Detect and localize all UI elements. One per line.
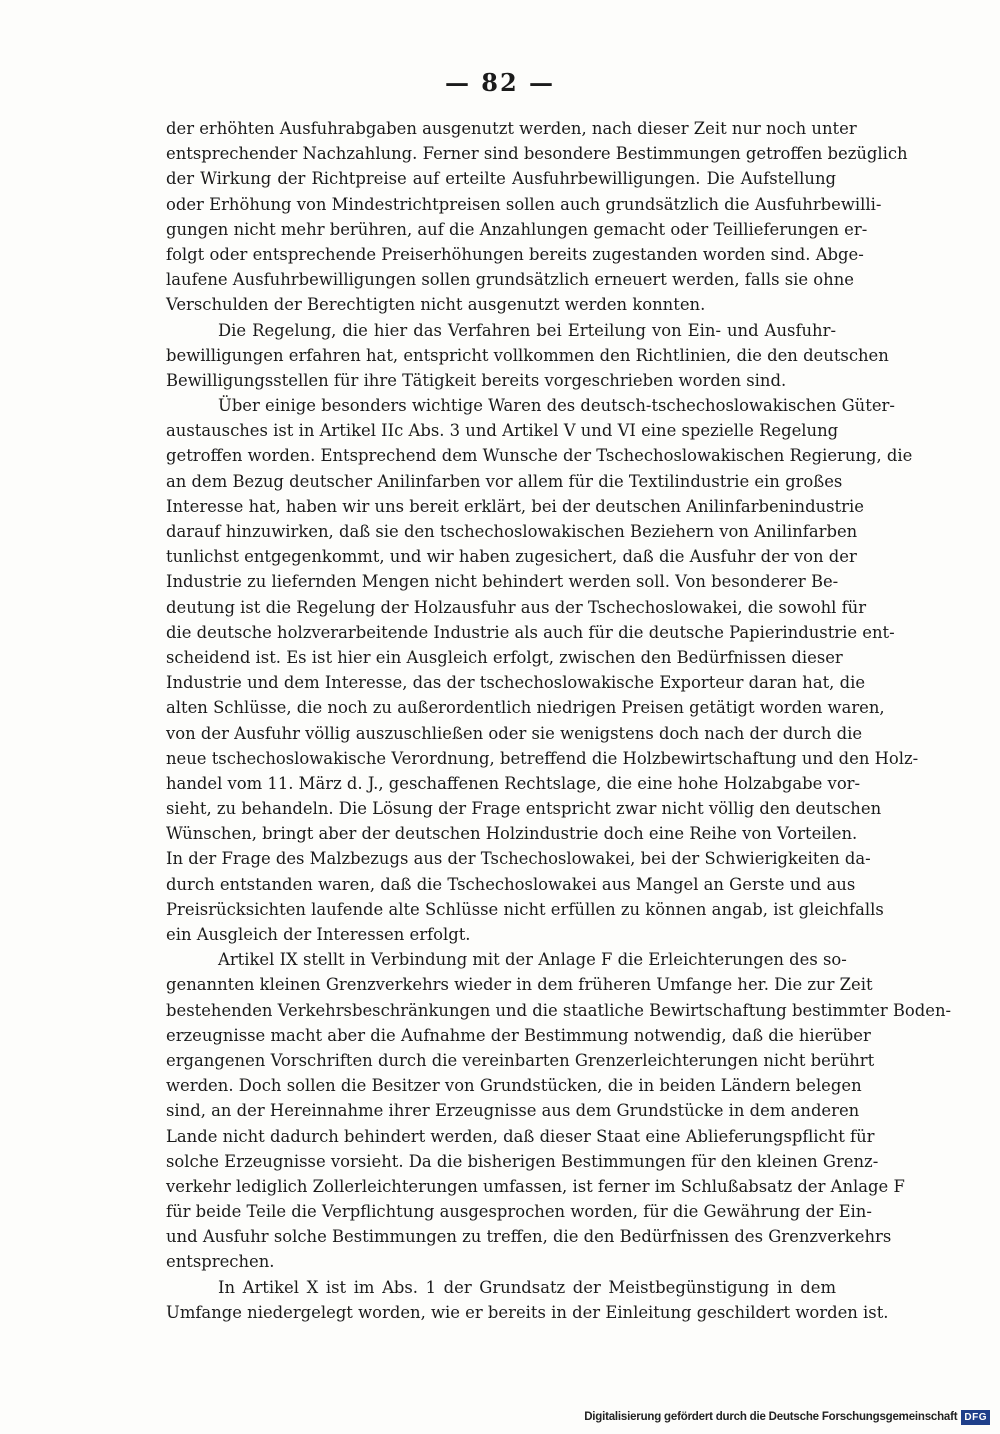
text-line: getroffen worden. Entsprechend dem Wunsche der Tschechoslowakischen Regierung, die	[166, 446, 913, 466]
text-line: Bewilligungsstellen für ihre Tätigkeit bereits vorgeschrieben worden sind.	[166, 370, 787, 390]
text-line: Verschulden der Berechtigten nicht ausgenutzt werden konnten.	[166, 295, 706, 315]
body-text	[166, 116, 952, 1325]
text-line: Über einige besonders wichtige Waren des deutsch-tschechoslowakischen Güter-	[218, 396, 895, 416]
text-line: neue tschechoslowakische Verordnung, betreffend die Holzbewirtschaftung und den Holz-	[166, 748, 919, 768]
text-line: In Artikel X ist im Abs. 1 der Grundsatz der Meistbegünstigung in dem	[218, 1277, 836, 1297]
digitization-credit	[584, 1406, 990, 1428]
text-line: In der Frage des Malzbezugs aus der Tschechoslowakei, bei der Schwierigkeiten da-	[166, 849, 871, 869]
text-line: darauf hinzuwirken, daß sie den tschechoslowakischen Beziehern von Anilinfarben	[166, 522, 858, 541]
text-line: erzeugnisse macht aber die Aufnahme der Bestimmung notwendig, daß die hierüber	[166, 1025, 871, 1045]
text-line: entsprechen.	[166, 1252, 275, 1272]
text-line: Lande nicht dadurch behindert werden, daß dieser Staat eine Ablieferungspflicht für	[166, 1126, 875, 1146]
text-line: werden. Doch sollen die Besitzer von Grundstücken, die in beiden Ländern belegen	[166, 1076, 862, 1096]
text-line: folgt oder entsprechende Preiserhöhungen bereits zugestanden worden sind. Abge-	[166, 244, 864, 264]
text-line: Artikel IX stellt in Verbindung mit der Anlage F die Erleichterungen des so-	[218, 950, 847, 970]
text-line: die deutsche holzverarbeitende Industrie als auch für die deutsche Papierindustrie ent-	[166, 622, 895, 642]
text-line: gungen nicht mehr berühren, auf die Anzahlungen gemacht oder Teillieferungen er-	[166, 219, 868, 239]
text-line: oder Erhöhung von Mindestrichtpreisen sollen auch grundsätzlich die Ausfuhrbewilli-	[166, 194, 882, 214]
text-line: bestehenden Verkehrsbeschränkungen und die staatliche Bewirtschaftung bestimmter Boden-	[166, 1000, 952, 1020]
funding-notice: Digitalisierung gefördert durch die Deutsche Forschungsgemeinschaft	[584, 1411, 958, 1423]
text-line: deutung ist die Regelung der Holzausfuhr aus der Tschechoslowakei, die sowohl für	[166, 597, 867, 617]
text-line: entsprechender Nachzahlung. Ferner sind besondere Bestimmungen getroffen bezüglich	[166, 144, 908, 164]
dfg-logo: DFG	[961, 1410, 990, 1425]
text-line: ergangenen Vorschriften durch die vereinbarten Grenzerleichterungen nicht berührt	[166, 1050, 875, 1070]
text-line: genannten kleinen Grenzverkehrs wieder in dem früheren Umfange her. Die zur Zeit	[166, 975, 873, 995]
text-line: tunlichst entgegenkommt, und wir haben zugesichert, daß die Ausfuhr der von der	[166, 547, 857, 567]
text-line: an dem Bezug deutscher Anilinfarben vor allem für die Textilindustrie ein großes	[166, 471, 843, 491]
text-line: alten Schlüsse, die noch zu außerordentlich niedrigen Preisen getätigt worden waren,	[166, 698, 885, 718]
text-line: verkehr lediglich Zollerleichterungen umfassen, ist ferner im Schlußabsatz der Anlage F	[166, 1176, 905, 1196]
text-line: ein Ausgleich der Interessen erfolgt.	[166, 925, 471, 944]
text-line: scheidend ist. Es ist hier ein Ausgleich erfolgt, zwischen den Bedürfnissen dieser	[166, 647, 843, 667]
text-line: sind, an der Hereinnahme ihrer Erzeugnisse aus dem Grundstücke in dem anderen	[166, 1101, 860, 1121]
text-line: Wünschen, bringt aber der deutschen Holzindustrie doch eine Reihe von Vorteilen.	[166, 824, 858, 844]
page-number: — 82 —	[444, 68, 556, 97]
text-line: von der Ausfuhr völlig auszuschließen oder sie wenigstens doch nach der durch die	[166, 723, 863, 743]
text-line: sieht, zu behandeln. Die Lösung der Frage entspricht zwar nicht völlig den deutschen	[166, 799, 882, 819]
text-line: Preisrücksichten laufende alte Schlüsse nicht erfüllen zu können angab, ist gleichfalls	[166, 899, 884, 919]
text-line: Interesse hat, haben wir uns bereit erklärt, bei der deutschen Anilinfarbenindustrie	[166, 496, 864, 516]
text-line: bewilligungen erfahren hat, entspricht vollkommen den Richtlinien, die den deutschen	[166, 345, 889, 365]
text-line: austausches ist in Artikel IIc Abs. 3 und Artikel V und VI eine spezielle Regelung	[166, 421, 839, 441]
text-line: und Ausfuhr solche Bestimmungen zu treffen, die den Bedürfnissen des Grenzverkehrs	[166, 1227, 892, 1247]
text-line: laufene Ausfuhrbewilligungen sollen grundsätzlich erneuert werden, falls sie ohne	[166, 270, 854, 290]
text-line: der Wirkung der Richtpreise auf erteilte Ausfuhrbewilligungen. Die Aufstellung	[166, 169, 836, 189]
text-line: der erhöhten Ausfuhrabgaben ausgenutzt werden, nach dieser Zeit nur noch unter	[166, 119, 857, 138]
text-line: handel vom 11. März d. J., geschaffenen Rechtslage, die eine hohe Holzabgabe vor-	[166, 773, 861, 793]
text-line: Umfange niedergelegt worden, wie er bereits in der Einleitung geschildert worden ist.	[166, 1302, 889, 1322]
text-line: Industrie zu liefernden Mengen nicht behindert werden soll. Von besonderer Be-	[166, 572, 839, 592]
text-line: für beide Teile die Verpflichtung ausgesprochen worden, für die Gewährung der Ein-	[166, 1202, 872, 1222]
text-line: Die Regelung, die hier das Verfahren bei Erteilung von Ein- und Ausfuhr-	[218, 320, 836, 340]
text-line: durch entstanden waren, daß die Tschechoslowakei aus Mangel an Gerste und aus	[166, 874, 856, 894]
text-line: solche Erzeugnisse vorsieht. Da die bisherigen Bestimmungen für den kleinen Grenz-	[166, 1151, 879, 1171]
text-line: Industrie und dem Interesse, das der tschechoslowakische Exporteur daran hat, die	[166, 673, 866, 693]
